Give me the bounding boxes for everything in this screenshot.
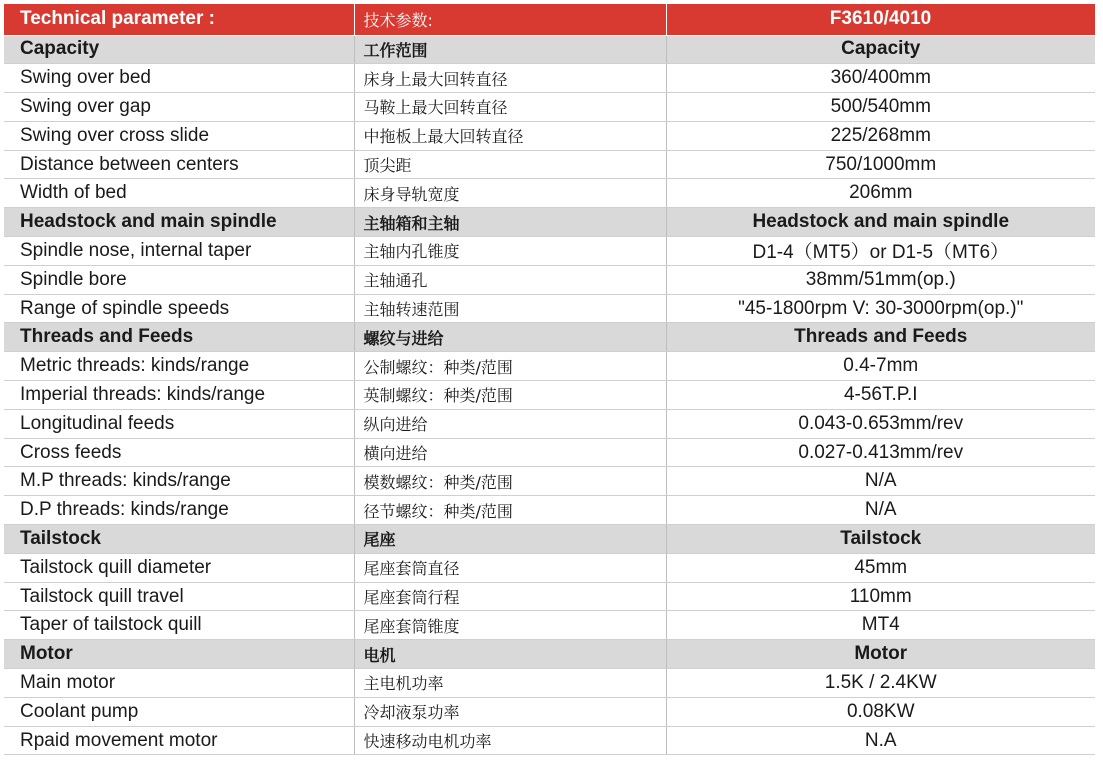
value-cell: 360/400mm xyxy=(666,64,1095,93)
english-cell: Tailstock xyxy=(4,525,354,554)
table-row xyxy=(4,582,1095,611)
value-cell: 500/540mm xyxy=(666,93,1095,122)
english-cell: Headstock and main spindle xyxy=(4,208,354,237)
chinese-cell: 马鞍上最大回转直径 xyxy=(354,93,666,122)
table-row xyxy=(4,352,1095,381)
value-cell: MT4 xyxy=(666,611,1095,640)
value-cell: Threads and Feeds xyxy=(666,323,1095,352)
table-row xyxy=(4,611,1095,640)
section-header-row xyxy=(4,35,1095,64)
header-chinese-label: 技术参数: xyxy=(354,4,666,35)
english-cell: Swing over cross slide xyxy=(4,121,354,150)
chinese-cell: 螺纹与进给 xyxy=(354,323,666,352)
section-header-row xyxy=(4,525,1095,554)
value-cell: 45mm xyxy=(666,553,1095,582)
chinese-cell: 横向进给 xyxy=(354,438,666,467)
value-cell: 206mm xyxy=(666,179,1095,208)
spec-table-container xyxy=(4,4,1095,755)
value-cell: Tailstock xyxy=(666,525,1095,554)
english-cell: Taper of tailstock quill xyxy=(4,611,354,640)
chinese-cell: 主轴箱和主轴 xyxy=(354,208,666,237)
chinese-cell: 快速移动电机功率 xyxy=(354,726,666,755)
chinese-cell: 主电机功率 xyxy=(354,669,666,698)
technical-parameter-table xyxy=(4,4,1096,755)
table-row xyxy=(4,726,1095,755)
section-header-row xyxy=(4,323,1095,352)
chinese-cell: 工作范围 xyxy=(354,35,666,64)
english-cell: Threads and Feeds xyxy=(4,323,354,352)
english-cell: Spindle nose, internal taper xyxy=(4,237,354,266)
section-header-row xyxy=(4,208,1095,237)
english-cell: Cross feeds xyxy=(4,438,354,467)
value-cell: 4-56T.P.I xyxy=(666,381,1095,410)
value-cell: 1.5K / 2.4KW xyxy=(666,669,1095,698)
header-english-label: Technical parameter : xyxy=(4,4,354,35)
value-cell: "45-1800rpm V: 30-3000rpm(op.)" xyxy=(666,294,1095,323)
table-row xyxy=(4,669,1095,698)
table-row xyxy=(4,438,1095,467)
table-row xyxy=(4,121,1095,150)
chinese-cell: 中拖板上最大回转直径 xyxy=(354,121,666,150)
value-cell: Capacity xyxy=(666,35,1095,64)
english-cell: Tailstock quill diameter xyxy=(4,553,354,582)
table-row xyxy=(4,237,1095,266)
chinese-cell: 尾座套筒锥度 xyxy=(354,611,666,640)
chinese-cell: 公制螺纹：种类/范围 xyxy=(354,352,666,381)
table-row xyxy=(4,409,1095,438)
english-cell: Imperial threads: kinds/range xyxy=(4,381,354,410)
table-row xyxy=(4,697,1095,726)
chinese-cell: 尾座套筒直径 xyxy=(354,553,666,582)
english-cell: Distance between centers xyxy=(4,150,354,179)
english-cell: D.P threads: kinds/range xyxy=(4,496,354,525)
table-row xyxy=(4,150,1095,179)
value-cell: 225/268mm xyxy=(666,121,1095,150)
value-cell: N.A xyxy=(666,726,1095,755)
english-cell: Range of spindle speeds xyxy=(4,294,354,323)
value-cell: 110mm xyxy=(666,582,1095,611)
english-cell: Swing over bed xyxy=(4,64,354,93)
chinese-cell: 尾座套筒行程 xyxy=(354,582,666,611)
table-row xyxy=(4,553,1095,582)
table-row xyxy=(4,265,1095,294)
english-cell: Width of bed xyxy=(4,179,354,208)
value-cell: 0.043-0.653mm/rev xyxy=(666,409,1095,438)
english-cell: Metric threads: kinds/range xyxy=(4,352,354,381)
chinese-cell: 电机 xyxy=(354,640,666,669)
table-row xyxy=(4,93,1095,122)
value-cell: 0.08KW xyxy=(666,697,1095,726)
chinese-cell: 主轴内孔锥度 xyxy=(354,237,666,266)
chinese-cell: 尾座 xyxy=(354,525,666,554)
chinese-cell: 模数螺纹：种类/范围 xyxy=(354,467,666,496)
header-model-label: F3610/4010 xyxy=(666,4,1095,35)
chinese-cell: 英制螺纹：种类/范围 xyxy=(354,381,666,410)
value-cell: N/A xyxy=(666,467,1095,496)
chinese-cell: 顶尖距 xyxy=(354,150,666,179)
english-cell: Coolant pump xyxy=(4,697,354,726)
chinese-cell: 床身导轨宽度 xyxy=(354,179,666,208)
english-cell: Tailstock quill travel xyxy=(4,582,354,611)
english-cell: M.P threads: kinds/range xyxy=(4,467,354,496)
value-cell: 0.4-7mm xyxy=(666,352,1095,381)
english-cell: Longitudinal feeds xyxy=(4,409,354,438)
chinese-cell: 冷却液泵功率 xyxy=(354,697,666,726)
english-cell: Rpaid movement motor xyxy=(4,726,354,755)
chinese-cell: 纵向进给 xyxy=(354,409,666,438)
value-cell: 750/1000mm xyxy=(666,150,1095,179)
table-row xyxy=(4,381,1095,410)
chinese-cell: 床身上最大回转直径 xyxy=(354,64,666,93)
english-cell: Capacity xyxy=(4,35,354,64)
english-cell: Main motor xyxy=(4,669,354,698)
value-cell: N/A xyxy=(666,496,1095,525)
table-row xyxy=(4,179,1095,208)
chinese-cell: 径节螺纹：种类/范围 xyxy=(354,496,666,525)
section-header-row xyxy=(4,640,1095,669)
table-header-row xyxy=(4,4,1095,35)
english-cell: Swing over gap xyxy=(4,93,354,122)
table-row xyxy=(4,496,1095,525)
table-row xyxy=(4,64,1095,93)
table-row xyxy=(4,294,1095,323)
value-cell: Headstock and main spindle xyxy=(666,208,1095,237)
value-cell: 38mm/51mm(op.) xyxy=(666,265,1095,294)
english-cell: Motor xyxy=(4,640,354,669)
chinese-cell: 主轴转速范围 xyxy=(354,294,666,323)
value-cell: Motor xyxy=(666,640,1095,669)
english-cell: Spindle bore xyxy=(4,265,354,294)
value-cell: D1-4（MT5）or D1-5（MT6） xyxy=(666,237,1095,266)
table-row xyxy=(4,467,1095,496)
chinese-cell: 主轴通孔 xyxy=(354,265,666,294)
value-cell: 0.027-0.413mm/rev xyxy=(666,438,1095,467)
